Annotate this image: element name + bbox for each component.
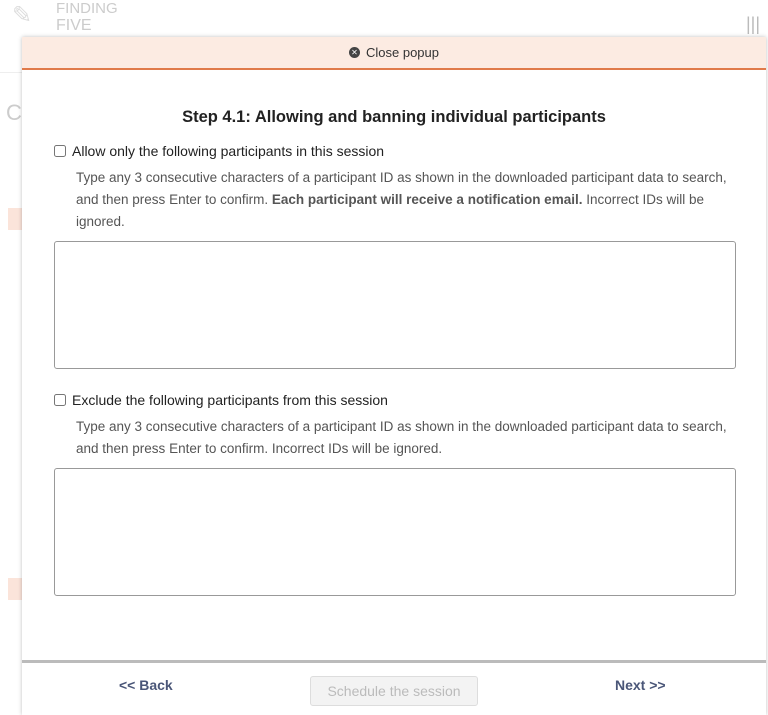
back-button[interactable]: << Back — [119, 677, 173, 693]
menu-icon[interactable]: ||| — [745, 14, 760, 34]
close-popup-button[interactable] — [22, 37, 766, 70]
background-heading: C — [6, 100, 22, 125]
popup-footer — [22, 660, 766, 715]
divider — [0, 72, 22, 73]
logo-text: FINDING — [56, 0, 118, 17]
help-bold-text: Each participant will receive a notification email. — [271, 192, 583, 207]
exclude-participants-input[interactable] — [54, 468, 736, 596]
logo: ✎ FINDING FIVE — [12, 0, 118, 34]
logo-text-2: FIVE — [56, 17, 92, 34]
allow-participants-input[interactable] — [54, 241, 736, 369]
allow-only-label: Allow only the following participants in this session — [72, 143, 385, 159]
schedule-session-button[interactable]: Schedule the session — [310, 676, 478, 706]
close-popup-label: Close popup — [366, 45, 439, 60]
exclude-checkbox[interactable] — [54, 394, 66, 406]
exclude-label: Exclude the following participants from this session — [72, 392, 388, 408]
popup-dialog — [22, 37, 766, 715]
help-text: Type any 3 consecutive characters of a participant ID as shown in the downloaded participant data to search, and then press Enter to confirm. — [76, 170, 727, 207]
close-icon: ✕ — [349, 47, 360, 58]
step-title: Step 4.1: Allowing and banning individual participants — [182, 108, 606, 126]
allow-help-text — [76, 167, 736, 233]
exclude-checkbox-row[interactable] — [54, 392, 766, 408]
allow-only-checkbox[interactable] — [54, 145, 66, 157]
background-block — [8, 578, 22, 600]
next-button[interactable]: Next >> — [615, 677, 666, 693]
background-block — [8, 208, 22, 230]
allow-only-checkbox-row[interactable] — [54, 143, 766, 159]
exclude-help-text: Type any 3 consecutive characters of a participant ID as shown in the downloaded participant data to search, and then press Enter to confirm. Incorrect IDs will be ignored. — [76, 419, 727, 456]
help-text-end: Incorrect IDs will be ignored. — [76, 192, 705, 229]
